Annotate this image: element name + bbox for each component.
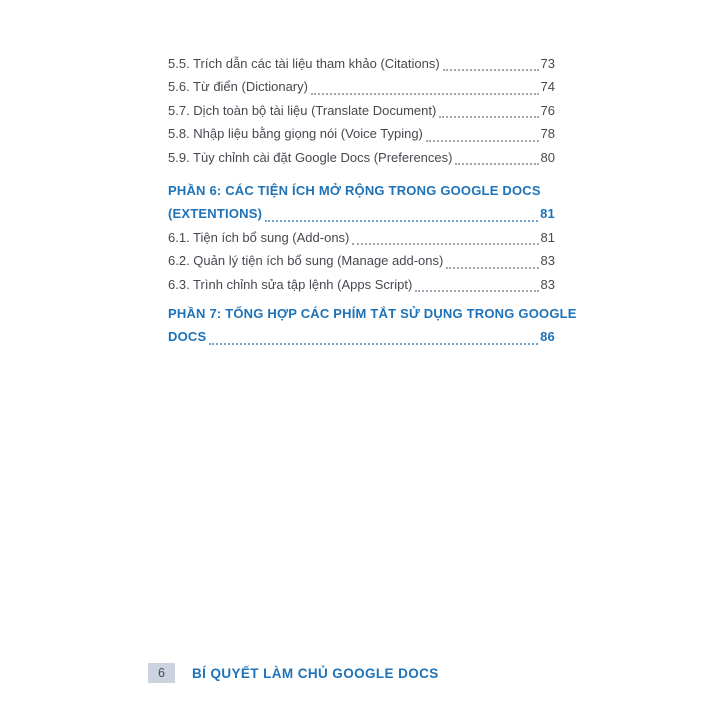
dot-leader <box>415 290 538 292</box>
toc-entry-label: 6.2. Quản lý tiện ích bổ sung (Manage add-ons) <box>168 253 444 269</box>
dot-leader <box>443 69 539 71</box>
dot-leader <box>446 267 538 269</box>
toc-entry-label: 5.6. Từ điển (Dictionary) <box>168 79 308 95</box>
toc-entry-row <box>168 146 555 169</box>
toc-entry-row <box>168 249 555 272</box>
dot-leader <box>209 343 538 345</box>
toc-heading-line1: PHẦN 7: TỔNG HỢP CÁC PHÍM TẮT SỬ DỤNG TRONG GOOGLE <box>168 306 577 322</box>
dot-leader <box>311 93 539 95</box>
toc-entry-page: 74 <box>540 79 555 95</box>
table-of-contents <box>168 52 577 349</box>
footer-page-number-badge: 6 <box>148 663 175 683</box>
toc-entry-page: 80 <box>540 149 555 165</box>
toc-entry-row <box>168 75 555 98</box>
toc-heading-page: 86 <box>540 329 555 345</box>
toc-entry-label: 5.5. Trích dẫn các tài liệu tham khảo (Citations) <box>168 56 440 71</box>
dot-leader <box>352 243 538 245</box>
toc-entry-row <box>168 273 555 296</box>
toc-entry-label: 5.8. Nhập liệu bằng giọng nói (Voice Typing) <box>168 126 423 142</box>
dot-leader <box>455 163 538 165</box>
toc-entry-label: 6.1. Tiện ích bổ sung (Add-ons) <box>168 229 350 245</box>
toc-entry-label: 5.9. Tùy chỉnh cài đặt Google Docs (Preferences) <box>168 149 453 165</box>
toc-entry-row <box>168 226 555 249</box>
toc-entry-row <box>168 122 555 145</box>
toc-heading-line2: DOCS <box>168 329 207 345</box>
toc-entry-page: 81 <box>540 229 555 245</box>
page-footer <box>148 663 439 683</box>
toc-entry-page: 76 <box>540 102 555 118</box>
toc-entry-page: 83 <box>540 253 555 269</box>
toc-entry-page: 83 <box>540 276 555 292</box>
dot-leader <box>439 116 538 118</box>
toc-heading-line1: PHẦN 6: CÁC TIỆN ÍCH MỞ RỘNG TRONG GOOGLE DOCS <box>168 183 541 199</box>
toc-entry-row <box>168 52 555 75</box>
toc-entry-page: 73 <box>540 56 555 71</box>
toc-entry-label: 6.3. Trình chỉnh sửa tập lệnh (Apps Script) <box>168 276 413 292</box>
dot-leader <box>265 220 538 222</box>
toc-entry-row <box>168 99 555 122</box>
toc-entry-label: 5.7. Dịch toàn bộ tài liệu (Translate Document) <box>168 102 437 118</box>
footer-book-title: BÍ QUYẾT LÀM CHỦ GOOGLE DOCS <box>192 665 439 681</box>
toc-entry-page: 78 <box>540 126 555 142</box>
toc-section-heading-part7 <box>168 302 577 349</box>
dot-leader <box>426 140 539 142</box>
toc-heading-line2: (EXTENTIONS) <box>168 206 263 222</box>
toc-heading-page: 81 <box>540 206 555 222</box>
toc-section-heading-part6 <box>168 179 555 226</box>
